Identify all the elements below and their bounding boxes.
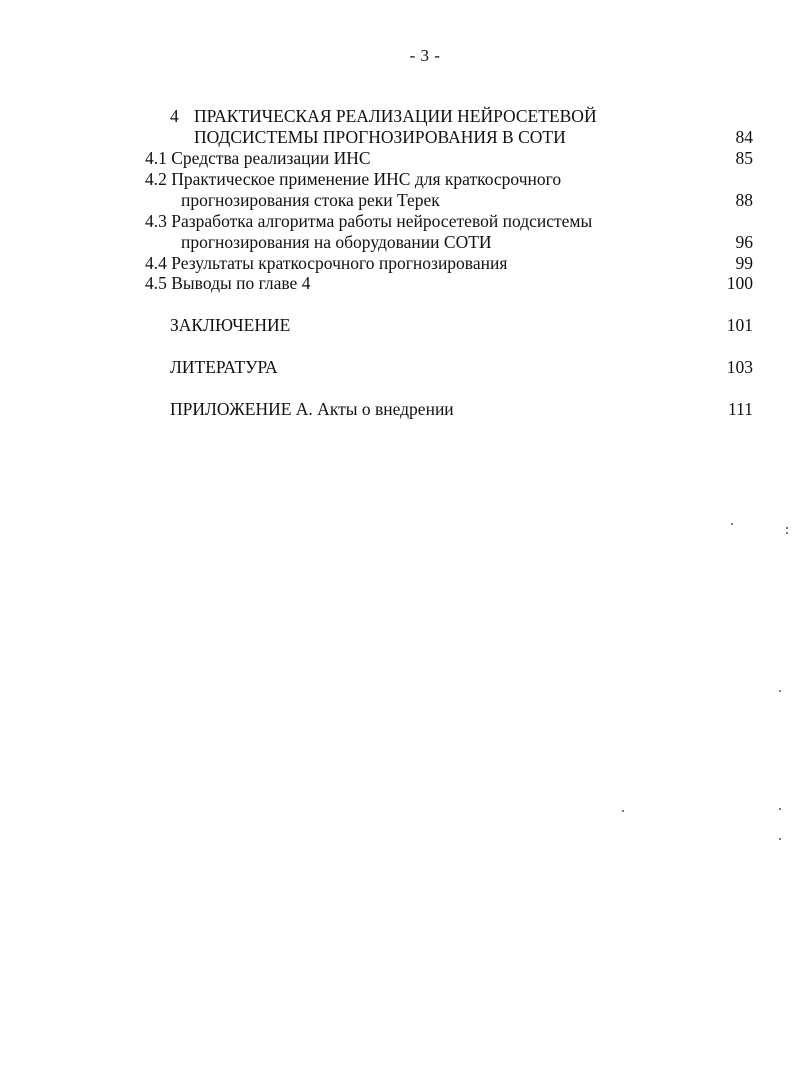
toc-section-4-3-page: 96 [735,232,753,252]
toc-conclusion: ЗАКЛЮЧЕНИЕ [170,315,291,335]
toc-literature-page: 103 [726,357,753,377]
toc-chapter-page: 84 [735,127,753,147]
toc-section-4-2: 4.2 Практическое применение ИНС для краткосрочного [145,169,562,189]
scan-speck [786,532,788,534]
toc-section-4-3-cont: прогнозирования на оборудовании СОТИ [181,232,492,252]
toc-appendix: ПРИЛОЖЕНИЕ А. Акты о внедрении [170,399,454,419]
toc-chapter-title-line1 [170,106,597,126]
scan-speck [786,527,788,529]
toc-section-4-3: 4.3 Разработка алгоритма работы нейросетевой подсистемы [145,211,593,231]
scan-speck [779,690,781,692]
page-number: - 3 - [409,46,441,65]
toc-section-4-4-page: 99 [735,253,753,273]
toc-section-4-1: 4.1 Средства реализации ИНС [145,148,371,168]
toc-section-4-4: 4.4 Результаты краткосрочного прогнозирования [145,253,508,273]
toc-section-4-5: 4.5 Выводы по главе 4 [145,273,311,293]
scan-speck [622,810,624,812]
toc-section-4-1-page: 85 [735,148,753,168]
toc-appendix-page: 111 [728,399,753,419]
toc-chapter-number: 4 [170,106,179,126]
scan-speck [779,808,781,810]
toc-section-4-2-cont: прогнозирования стока реки Терек [181,190,440,210]
toc-chapter-title-text1: ПРАКТИЧЕСКАЯ РЕАЛИЗАЦИИ НЕЙРОСЕТЕВОЙ [194,106,597,126]
toc-chapter-title-line2: ПОДСИСТЕМЫ ПРОГНОЗИРОВАНИЯ В СОТИ [194,127,566,147]
toc-literature: ЛИТЕРАТУРА [170,357,278,377]
scan-speck [731,523,733,525]
scan-speck [779,838,781,840]
toc-conclusion-page: 101 [726,315,753,335]
toc-section-4-2-page: 88 [735,190,753,210]
toc-section-4-5-page: 100 [726,273,753,293]
